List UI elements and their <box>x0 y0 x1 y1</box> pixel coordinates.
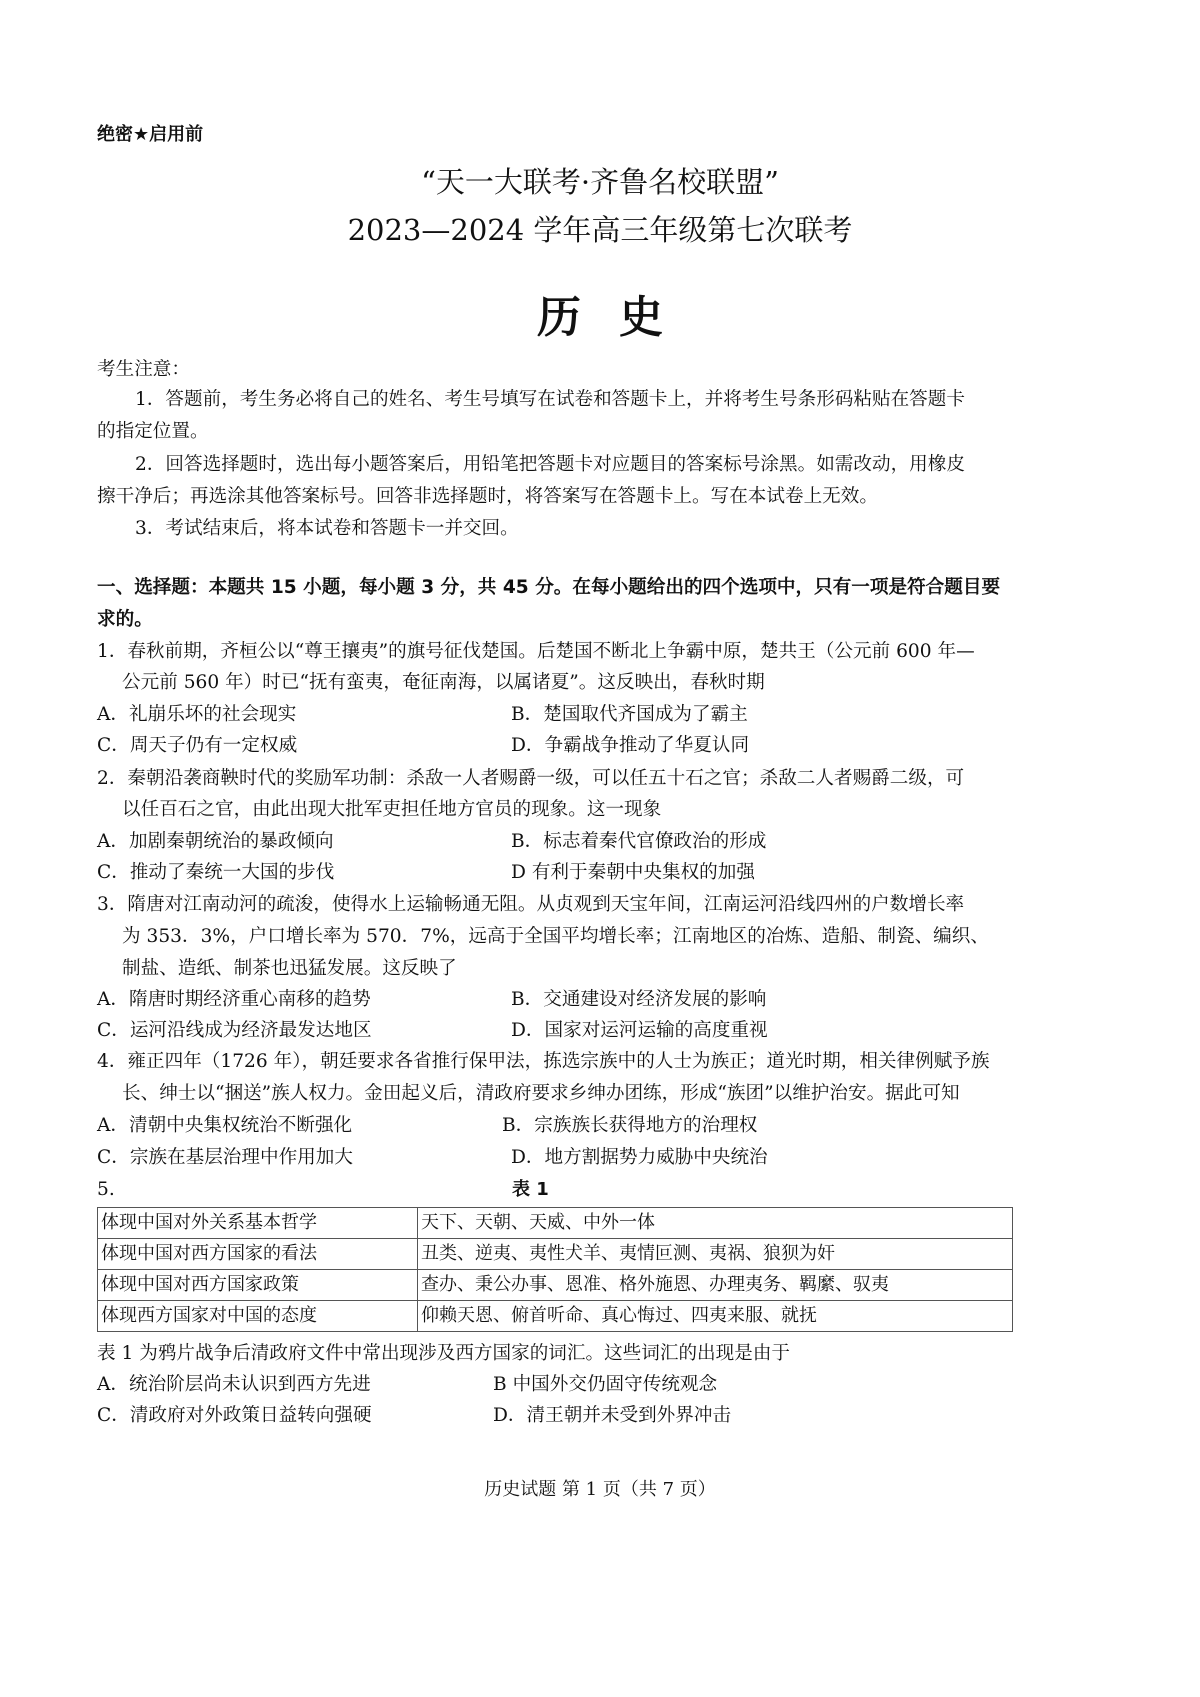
question-3-stem: 制盐、造纸、制茶也迅猛发展。这反映了 <box>122 958 457 979</box>
notice-heading: 考生注意： <box>97 359 190 380</box>
option-d[interactable]: D 有利于秦朝中央集权的加强 <box>511 862 755 883</box>
page-footer: 历史试题 第 1 页（共 7 页） <box>484 1479 716 1500</box>
table-cell: 丑类、逆夷、夷性犬羊、夷情叵测、夷祸、狼狈为奸 <box>418 1239 1013 1270</box>
notice-line: 2．回答选择题时，选出每小题答案后，用铅笔把答题卡对应题目的答案标号涂黑。如需改动，用橡皮 <box>135 454 965 475</box>
option-c[interactable]: C．运河沿线成为经济最发达地区 <box>97 1020 372 1041</box>
question-1-stem: 1．春秋前期，齐桓公以“尊王攘夷”的旗号征伐楚国。后楚国不断北上争霸中原，楚共王（公元前 600 年— <box>97 641 975 662</box>
option-c[interactable]: C．清政府对外政策日益转向强硬 <box>97 1405 372 1426</box>
option-b[interactable]: B．交通建设对经济发展的影响 <box>511 989 767 1010</box>
table-cell: 体现中国对西方国家的看法 <box>98 1239 418 1270</box>
notice-line: 擦干净后；再选涂其他答案标号。回答非选择题时，将答案写在答题卡上。写在本试卷上无效。 <box>97 486 878 507</box>
table-cell: 查办、秉公办事、恩准、格外施恩、办理夷务、羁縻、驭夷 <box>418 1270 1013 1301</box>
table-cell: 仰赖天恩、俯首听命、真心悔过、四夷来服、就抚 <box>418 1301 1013 1332</box>
vocabulary-table <box>97 1207 1013 1332</box>
question-2-stem: 2．秦朝沿袭商鞅时代的奖励军功制：杀敌一人者赐爵一级，可以任五十石之官；杀敌二人者赐爵二级，可 <box>97 768 965 789</box>
table-cell: 体现中国对西方国家政策 <box>98 1270 418 1301</box>
option-d[interactable]: D．地方割据势力威胁中央统治 <box>511 1147 768 1168</box>
option-a[interactable]: A．隋唐时期经济重心南移的趋势 <box>97 989 371 1010</box>
option-c[interactable]: C．推动了秦统一大国的步伐 <box>97 862 335 883</box>
question-2-stem: 以任百石之官，由此出现大批军吏担任地方官员的现象。这一现象 <box>122 799 662 820</box>
option-c[interactable]: C．周天子仍有一定权威 <box>97 735 298 756</box>
confidential-label: 绝密★启用前 <box>97 124 204 145</box>
option-b[interactable]: B．宗族族长获得地方的治理权 <box>502 1115 758 1136</box>
table-row <box>98 1301 1013 1332</box>
question-1-stem: 公元前 560 年）时已“抚有蛮夷，奄征南海，以属诸夏”。这反映出，春秋时期 <box>122 672 765 693</box>
table-cell: 体现中国对外关系基本哲学 <box>98 1208 418 1239</box>
table-row <box>98 1208 1013 1239</box>
option-b[interactable]: B．楚国取代齐国成为了霸主 <box>511 704 748 725</box>
subject-title: 历史 <box>537 292 701 343</box>
table-row <box>98 1239 1013 1270</box>
question-5-number: 5. <box>97 1179 115 1200</box>
option-d[interactable]: D．争霸战争推动了华夏认同 <box>511 735 750 756</box>
table-row <box>98 1270 1013 1301</box>
question-3-stem: 3．隋唐对江南动河的疏浚，使得水上运输畅通无阻。从贞观到天宝年间，江南运河沿线四州的户数增长率 <box>97 894 965 915</box>
notice-line: 的指定位置。 <box>97 421 209 442</box>
question-5-stem: 表 1 为鸦片战争后清政府文件中常出现涉及西方国家的词汇。这些词汇的出现是由于 <box>97 1343 791 1364</box>
section-heading: 一、选择题：本题共 15 小题，每小题 3 分，共 45 分。在每小题给出的四个选项中，只有一项是符合题目要 <box>97 577 1001 598</box>
option-d[interactable]: D．国家对运河运输的高度重视 <box>511 1020 768 1041</box>
option-b[interactable]: B．标志着秦代官僚政治的形成 <box>511 831 767 852</box>
option-a[interactable]: A．清朝中央集权统治不断强化 <box>97 1115 353 1136</box>
table-cell: 天下、天朝、天威、中外一体 <box>418 1208 1013 1239</box>
exam-subtitle: 2023—2024 学年高三年级第七次联考 <box>347 213 853 247</box>
question-3-stem: 为 353．3%，户口增长率为 570．7%，远高于全国平均增长率；江南地区的冶炼、造船、制瓷、编织、 <box>122 926 989 947</box>
notice-line: 1．答题前，考生务必将自己的姓名、考生号填写在试卷和答题卡上，并将考生号条形码粘贴在答题卡 <box>135 389 965 410</box>
table-cell: 体现西方国家对中国的态度 <box>98 1301 418 1332</box>
question-4-stem: 长、绅士以“捆送”族人权力。金田起义后，清政府要求乡绅办团练，形成“族团”以维护治安。据此可知 <box>122 1083 960 1104</box>
table-title: 表 1 <box>512 1179 549 1200</box>
option-a[interactable]: A．统治阶层尚未认识到西方先进 <box>97 1374 371 1395</box>
exam-title: “天一大联考·齐鲁名校联盟” <box>421 165 779 199</box>
option-c[interactable]: C．宗族在基层治理中作用加大 <box>97 1147 353 1168</box>
option-b[interactable]: B 中国外交仍固守传统观念 <box>493 1374 718 1395</box>
question-4-stem: 4．雍正四年（1726 年），朝廷要求各省推行保甲法，拣选宗族中的人士为族正；道光时期，相关律例赋予族 <box>97 1051 990 1072</box>
option-a[interactable]: A．加剧秦朝统治的暴政倾向 <box>97 831 334 852</box>
section-heading: 求的。 <box>97 609 153 630</box>
notice-line: 3．考试结束后，将本试卷和答题卡一并交回。 <box>135 518 519 539</box>
option-d[interactable]: D．清王朝并未受到外界冲击 <box>493 1405 732 1426</box>
option-a[interactable]: A．礼崩乐坏的社会现实 <box>97 704 297 725</box>
